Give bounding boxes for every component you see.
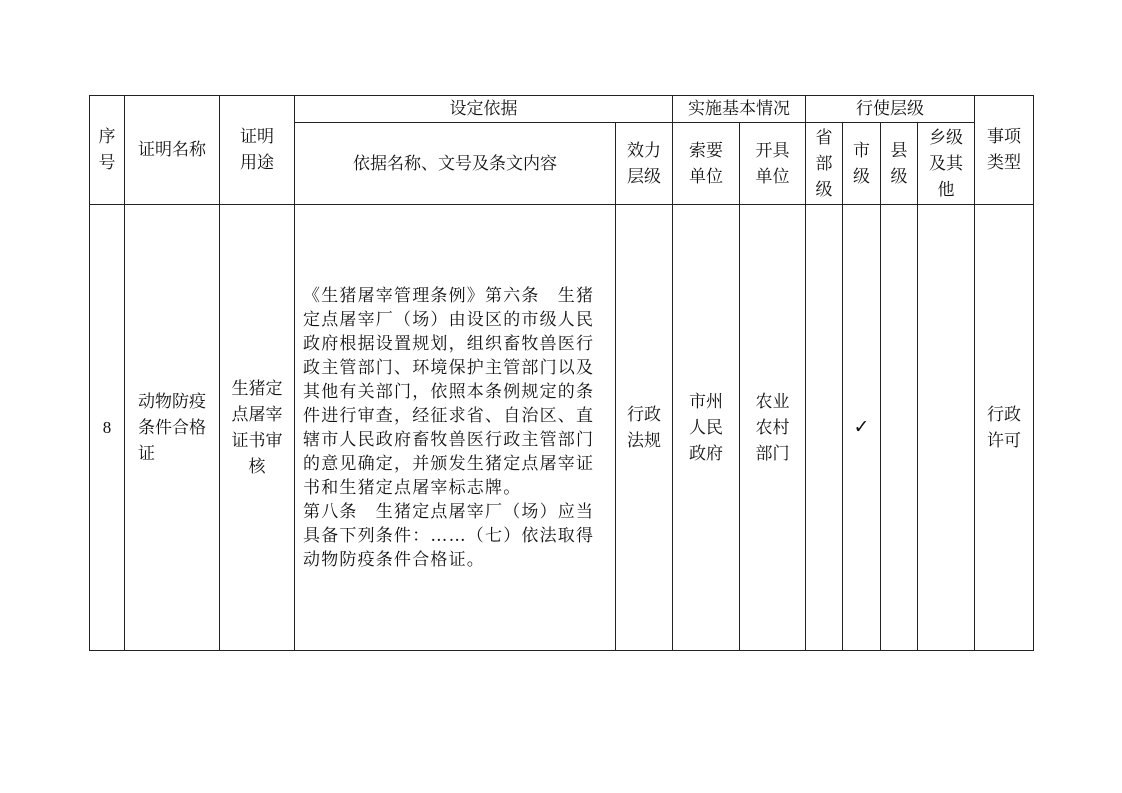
header-item-type xyxy=(975,96,1034,205)
cell-basis xyxy=(295,205,616,651)
header-impl-group xyxy=(673,96,806,123)
cell-level-county xyxy=(881,205,918,651)
header-purpose-label: 证明 用途 xyxy=(240,127,274,173)
header-row-top xyxy=(90,96,1034,123)
header-level-township-label: 乡级 及其 他 xyxy=(929,127,963,200)
cell-seq xyxy=(90,205,125,651)
issuing-unit-value: 农业 农村 部门 xyxy=(755,391,790,464)
header-seq-label: 序 号 xyxy=(98,127,116,173)
header-effect-level-label: 效力 层级 xyxy=(627,140,661,187)
cell-name xyxy=(125,205,220,651)
header-name xyxy=(125,96,220,205)
header-item-type-label: 事项 类型 xyxy=(987,127,1021,173)
certificate-name: 动物防疫 条件合格 证 xyxy=(138,391,206,464)
header-impl-group-label: 实施基本情况 xyxy=(688,99,790,119)
header-level-city-label: 市 级 xyxy=(853,140,870,187)
header-level-group xyxy=(806,96,975,123)
header-basis-group xyxy=(295,96,673,123)
basis-content-text: 《生猪屠宰管理条例》第六条 生猪 定点屠宰厂（场）由设区的市级人民 政府根据设置规划，组织畜牧兽医行 政主管部门、环境保护主管部门以及 其他有关部门，依照本条例规定的条 件进行审查，经征求省、自治区、直 辖市人民政府畜牧兽医行政主管部门 的意见确定，并颁发生猪定点屠宰证 书和生猪定点屠宰标志牌。 第八条 生猪定点屠宰厂（场）应当 具备下列条件：……（七）依法取得 动物防疫条件合格证。 xyxy=(303,285,595,570)
header-effect-level xyxy=(616,123,673,205)
table-row xyxy=(90,205,1034,651)
cell-issuing-unit xyxy=(740,205,806,651)
city-level-checkmark-icon: ✓ xyxy=(853,416,870,438)
seq-value: 8 xyxy=(102,417,112,437)
header-basis-content xyxy=(295,123,616,205)
header-requesting-unit-label: 索要 单位 xyxy=(689,140,723,187)
header-level-county xyxy=(881,123,918,205)
cell-level-township xyxy=(918,205,975,651)
header-level-county-label: 县 级 xyxy=(890,140,908,187)
certificate-purpose: 生猪定 点屠宰 证书审 核 xyxy=(231,378,283,477)
header-level-township xyxy=(918,123,975,205)
cell-level-city xyxy=(843,205,881,651)
cell-level-province xyxy=(806,205,843,651)
certificate-table xyxy=(89,95,1034,651)
header-basis-group-label: 设定依据 xyxy=(449,99,518,119)
header-level-province xyxy=(806,123,843,205)
cell-effect-level xyxy=(616,205,673,651)
header-name-label: 证明名称 xyxy=(138,140,206,160)
cell-requesting-unit xyxy=(673,205,740,651)
cell-item-type xyxy=(975,205,1034,651)
header-level-province-label: 省 部 级 xyxy=(815,127,833,200)
header-seq xyxy=(90,96,125,205)
requesting-unit-value: 市州 人民 政府 xyxy=(689,391,723,464)
header-requesting-unit xyxy=(673,123,740,205)
item-type-value: 行政 许可 xyxy=(987,404,1021,451)
header-issuing-unit-label: 开具 单位 xyxy=(755,140,790,187)
header-basis-content-label: 依据名称、文号及条文内容 xyxy=(353,153,557,174)
header-purpose xyxy=(220,96,295,205)
header-issuing-unit xyxy=(740,123,806,205)
header-level-group-label: 行使层级 xyxy=(856,99,924,119)
header-level-city xyxy=(843,123,881,205)
effect-level-value: 行政 法规 xyxy=(627,404,661,451)
cell-purpose xyxy=(220,205,295,651)
